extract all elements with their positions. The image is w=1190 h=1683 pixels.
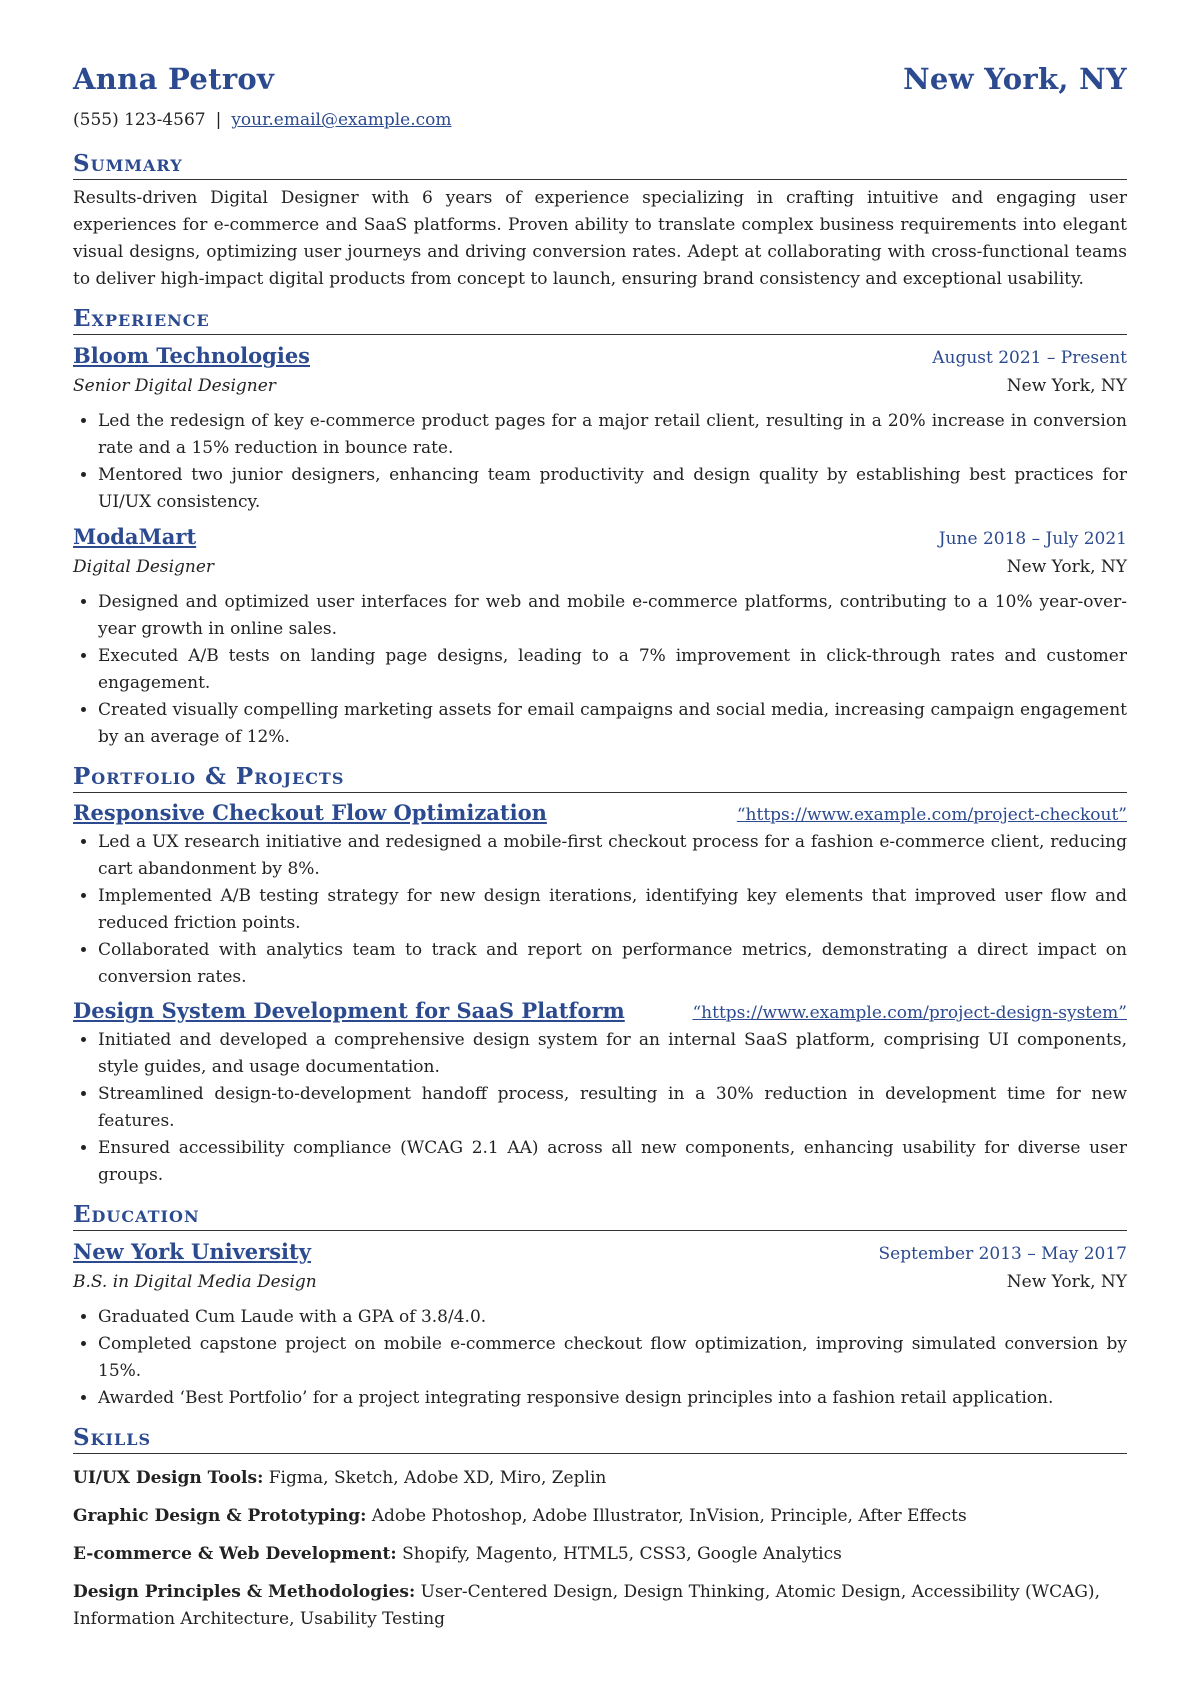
bullet-item: • Created visually compelling marketing assets for email campaigns and social media, increasing campaign engagement by an average of 12%. (98, 697, 1127, 751)
skill-row (73, 1503, 1127, 1530)
skill-category: Graphic Design & Prototyping: (73, 1506, 367, 1526)
candidate-location: New York, NY (903, 62, 1127, 96)
skill-row (73, 1579, 1127, 1633)
skill-category: Design Principles & Methodologies: (73, 1582, 416, 1602)
job-entry (73, 522, 1127, 751)
phone-number: (555) 123-4567 (73, 110, 206, 130)
company-link[interactable]: ModaMart (73, 524, 197, 549)
skill-row (73, 1541, 1127, 1568)
bullet-item: • Awarded ‘Best Portfolio’ for a project integrating responsive design principles into a fashion retail application. (98, 1385, 1127, 1412)
degree: B.S. in Digital Media Design (73, 1272, 317, 1292)
skill-row (73, 1465, 1127, 1492)
job-dates: June 2018 – July 2021 (938, 529, 1127, 549)
education-entry (73, 1237, 1127, 1412)
project-entry (73, 997, 1127, 1189)
project-bullets (73, 1027, 1127, 1189)
bullet-item: • Completed capstone project on mobile e-commerce checkout flow optimization, improving simulated conversion by 15%. (98, 1331, 1127, 1385)
project-name-link[interactable]: Design System Development for SaaS Platform (73, 998, 625, 1023)
education-dates: September 2013 – May 2017 (878, 1244, 1127, 1264)
section-title-projects: Portfolio & Projects (73, 763, 1127, 793)
project-url-link[interactable]: “https://www.example.com/project-design-system” (692, 1003, 1127, 1023)
candidate-name: Anna Petrov (73, 62, 275, 96)
job-dates: August 2021 – Present (932, 348, 1127, 368)
bullet-item: • Led a UX research initiative and redesigned a mobile-first checkout process for a fashion e-commerce client, reducing cart abandonment by 8%. (98, 829, 1127, 883)
bullet-item: • Led the redesign of key e-commerce product pages for a major retail client, resulting in a 20% increase in conversion rate and a 15% reduction in bounce rate. (98, 408, 1127, 462)
project-entry (73, 799, 1127, 991)
email-link[interactable]: your.email@example.com (231, 110, 452, 130)
resume-header (73, 62, 1127, 106)
education-location: New York, NY (1006, 1272, 1127, 1292)
job-bullets (73, 589, 1127, 751)
project-url-link[interactable]: “https://www.example.com/project-checkout” (736, 805, 1127, 825)
contact-line (73, 110, 1127, 138)
job-bullets (73, 408, 1127, 516)
summary-text: Results-driven Digital Designer with 6 years of experience specializing in crafting intuitive and engaging user experiences for e-commerce and SaaS platforms. Proven ability to translate complex business requirements into elegant visual designs, optimizing user journeys and driving conversion rates. Adept at collaborating with cross-functional teams to deliver high-impact digital products from concept to launch, ensuring brand consistency and exceptional usability. (73, 188, 1127, 289)
company-link[interactable]: Bloom Technologies (73, 343, 311, 368)
education-bullets (73, 1304, 1127, 1412)
job-role: Digital Designer (73, 557, 215, 577)
section-title-summary: Summary (73, 150, 1127, 180)
job-role: Senior Digital Designer (73, 376, 276, 396)
skill-list: Figma, Sketch, Adobe XD, Miro, Zeplin (268, 1468, 607, 1488)
bullet-item: • Graduated Cum Laude with a GPA of 3.8/4.0. (98, 1304, 1127, 1331)
contact-separator: | (215, 110, 222, 130)
skill-list: User-Centered Design, Design Thinking, Atomic Design, Accessibility (WCAG), Information Architecture, Usability Testing (73, 1582, 1100, 1629)
school-link[interactable]: New York University (73, 1239, 311, 1264)
job-location: New York, NY (1006, 557, 1127, 577)
bullet-item: • Streamlined design-to-development handoff process, resulting in a 30% reduction in development time for new features. (98, 1081, 1127, 1135)
bullet-item: • Designed and optimized user interfaces for web and mobile e-commerce platforms, contributing to a 10% year-over-year growth in online sales. (98, 589, 1127, 643)
bullet-item: • Initiated and developed a comprehensive design system for an internal SaaS platform, comprising UI components, style guides, and usage documentation. (98, 1027, 1127, 1081)
project-name-link[interactable]: Responsive Checkout Flow Optimization (73, 800, 547, 825)
bullet-item: • Mentored two junior designers, enhancing team productivity and design quality by establishing best practices for UI/UX consistency. (98, 462, 1127, 516)
job-entry (73, 341, 1127, 516)
section-title-experience: Experience (73, 305, 1127, 335)
project-bullets (73, 829, 1127, 991)
skill-list: Shopify, Magento, HTML5, CSS3, Google Analytics (402, 1544, 842, 1564)
bullet-item: • Ensured accessibility compliance (WCAG 2.1 AA) across all new components, enhancing usability for diverse user groups. (98, 1135, 1127, 1189)
bullet-item: • Implemented A/B testing strategy for new design iterations, identifying key elements that improved user flow and reduced friction points. (98, 883, 1127, 937)
skill-category: E-commerce & Web Development: (73, 1544, 397, 1564)
skill-category: UI/UX Design Tools: (73, 1468, 264, 1488)
job-location: New York, NY (1006, 376, 1127, 396)
bullet-item: • Executed A/B tests on landing page designs, leading to a 7% improvement in click-through rates and customer engagement. (98, 643, 1127, 697)
section-title-skills: Skills (73, 1424, 1127, 1454)
resume-page (73, 62, 1127, 1633)
section-title-education: Education (73, 1201, 1127, 1231)
skill-list: Adobe Photoshop, Adobe Illustrator, InVision, Principle, After Effects (371, 1506, 967, 1526)
bullet-item: • Collaborated with analytics team to track and report on performance metrics, demonstrating a direct impact on conversion rates. (98, 937, 1127, 991)
